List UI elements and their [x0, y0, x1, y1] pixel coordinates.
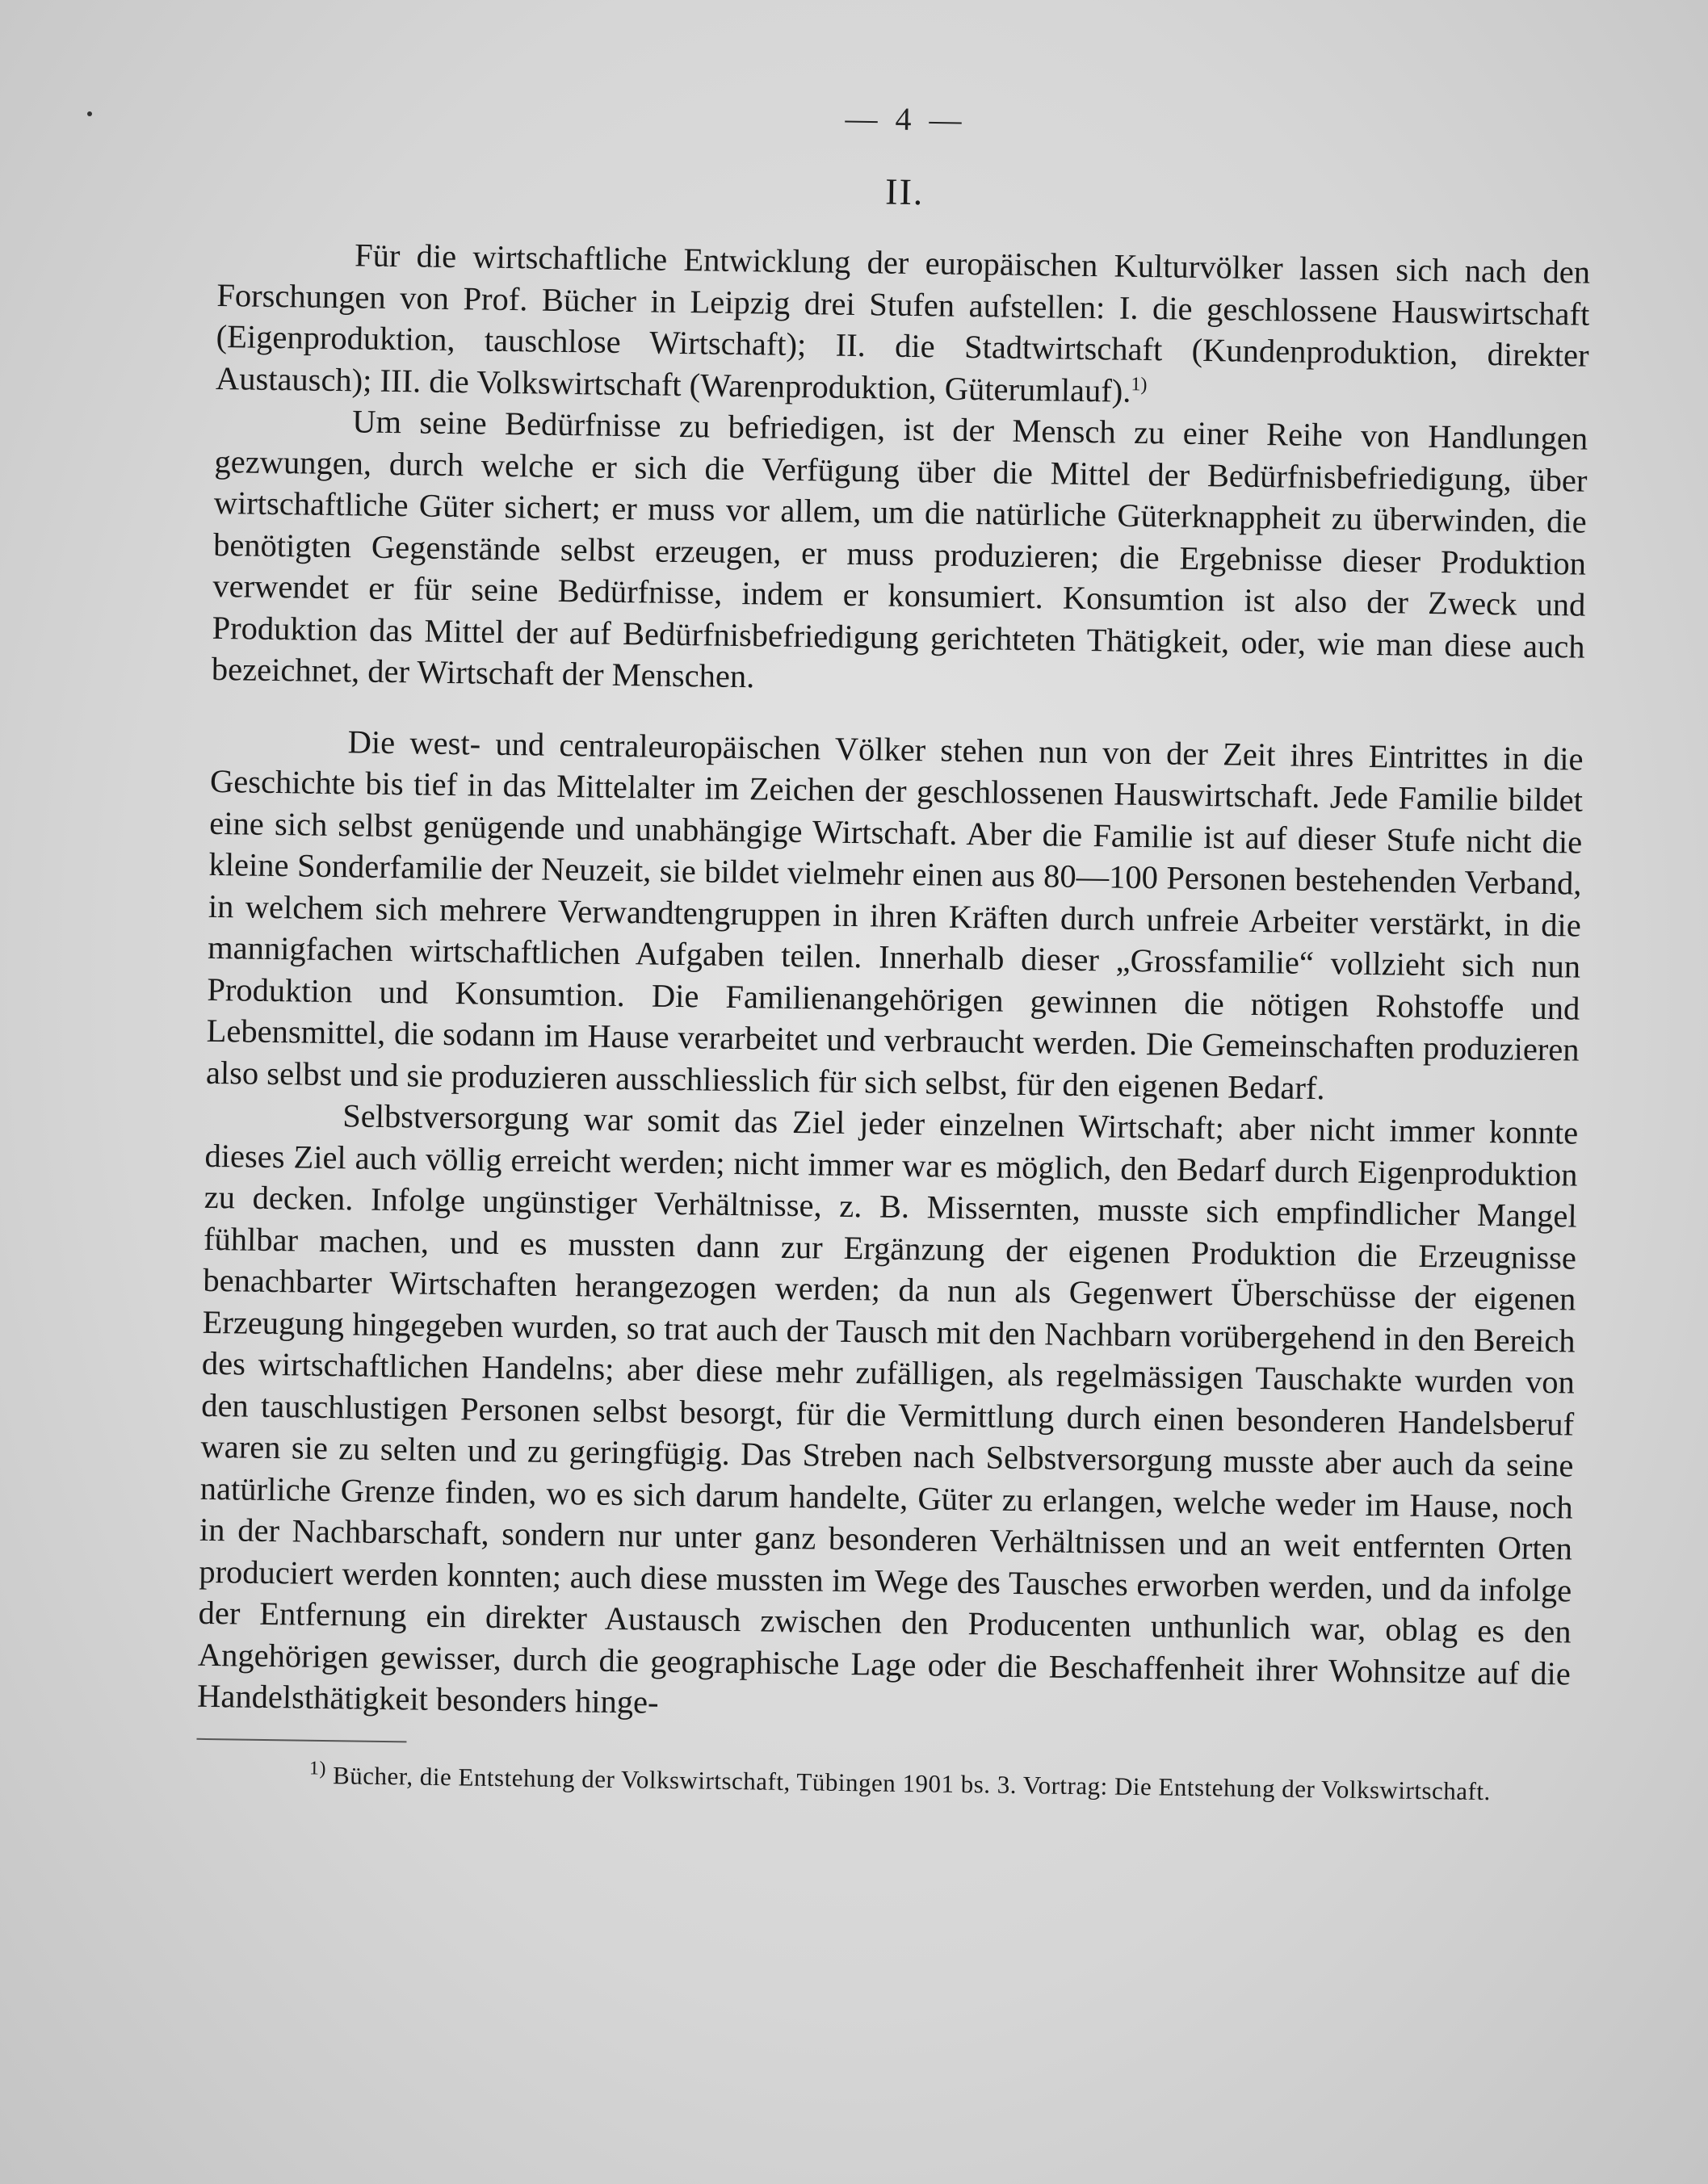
- body-text: [197, 233, 1591, 1736]
- footnote-marker: 1): [308, 1757, 327, 1779]
- page-number: — 4 —: [845, 99, 967, 138]
- footnote: [196, 1757, 1569, 1808]
- paragraph-4: Selbstversorgung war somit das Ziel jeder einzelnen Wirtschaft; aber nicht immer konnte dieses Ziel auch völlig erreicht werden; nicht immer war es möglich, den Bedarf durch Eigenproduktion zu decken. Infolge ungünstiger Verhältnisse, z. B. Missernten, musste sich empfindlicher Mangel fühlbar machen, und es mussten dann zur Ergänzung der eigenen Produktion die Erzeugnisse benachbarter Wirtschaften herangezogen werden; da nun als Gegenwert Überschüsse der eigenen Erzeugung hingegeben wurden, so trat auch der Tausch mit den Nachbarn vorübergehend in den Bereich des wirtschaftlichen Handelns; aber diese mehr zufälligen, als regelmässigen Tauschakte wurden von den tauschlustigen Personen selbst besorgt, für die Vermittlung durch einen besonderen Handelsberuf waren sie zu selten und zu geringfügig. Das Streben nach Selbstversorgung musste aber auch da seine natürliche Grenze finden, wo es sich darum handelte, Güter zu erlangen, welche weder im Hause, noch in der Nachbarschaft, sondern nur unter ganz besonderen Verhältnissen und an weit entfernten Orten produciert werden konnten; auch diese mussten im Wege des Tausches erworben werden, und da infolge der Entfernung ein direkter Austausch zwischen den Producenten unthunlich war, oblag es den Angehörigen gewisser, durch die geographische Lage oder die Beschaffenheit ihrer Wohnsitze auf die Handelsthätigkeit besonders hinge-: [196, 1097, 1579, 1721]
- paragraph-3: Die west- und centraleuropäischen Völker stehen nun von der Zeit ihres Eintrittes in die Geschichte bis tief in das Mittelalter im Zeichen der geschlossenen Hauswirtschaft. Jede Familie bildet eine sich selbst genügende und unabhängige Wirtschaft. Aber die Familie ist auf dieser Stufe nicht die kleine Sonderfamilie der Neuzeit, sie bildet vielmehr einen aus 80—100 Personen bestehenden Verband, in welchem sich mehrere Verwandtengruppen in ihren Kräften durch unfreie Arbeiter verstärkt, in die mannigfachen wirtschaftlichen Aufgaben teilen. Innerhalb dieser „Grossfamilie“ vollzieht sich nun Produktion und Konsumtion. Die Familienangehörigen gewinnen die nötigen Rohstoffe und Lebensmittel, die sodann im Hause verarbeitet und verbraucht werden. Die Gemeinschaften produzieren also selbst und sie produzieren ausschliesslich für sich selbst, für den eigenen Bedarf.: [205, 723, 1584, 1106]
- paragraph-2: Um seine Bedürfnisse zu befriedigen, ist der Mensch zu einer Reihe von Handlungen gezwungen, durch welche er sich die Verfügung über die Mittel der Bedürfnisbefriedigung, über wirtschaftliche Güter sichert; er muss vor allem, um die natürliche Güterknappheit zu überwinden, die benötigten Gegenstände selbst erzeugen, er muss produzieren; die Ergebnisse dieser Produktion verwendet er für seine Bedürfnisse, indem er konsumiert. Konsumtion ist also der Zweck und Produktion das Mittel der auf Bedürfnisbefriedigung gerichteten Thätigkeit, oder, wie man diese auch bezeichnet, der Wirtschaft der Menschen.: [211, 403, 1588, 695]
- footnote-divider: [196, 1738, 406, 1742]
- footnote-text: Bücher, die Entstehung der Volkswirtschaft, Tübingen 1901 bs. 3. Vortrag: Die Entstehung der Volkswirtschaft.: [332, 1760, 1491, 1805]
- ink-speck: [87, 111, 92, 116]
- page-content: [196, 90, 1593, 1808]
- paragraph-1: [216, 233, 1591, 418]
- section-heading: II.: [884, 170, 925, 213]
- footnote-reference: 1): [1131, 373, 1148, 396]
- paragraph-1-text: Für die wirtschaftliche Entwicklung der europäischen Kulturvölker lassen sich nach den Forschungen von Prof. Bücher in Leipzig drei Stufen aufstellen: I. die geschlossene Hauswirtschaft (Eigenproduktion, tauschlose Wirtschaft); II. die Stadtwirtschaft (Kundenproduktion, direkter Austausch); III. die Volkswirtschaft (Warenproduktion, Güterumlauf).: [215, 237, 1591, 409]
